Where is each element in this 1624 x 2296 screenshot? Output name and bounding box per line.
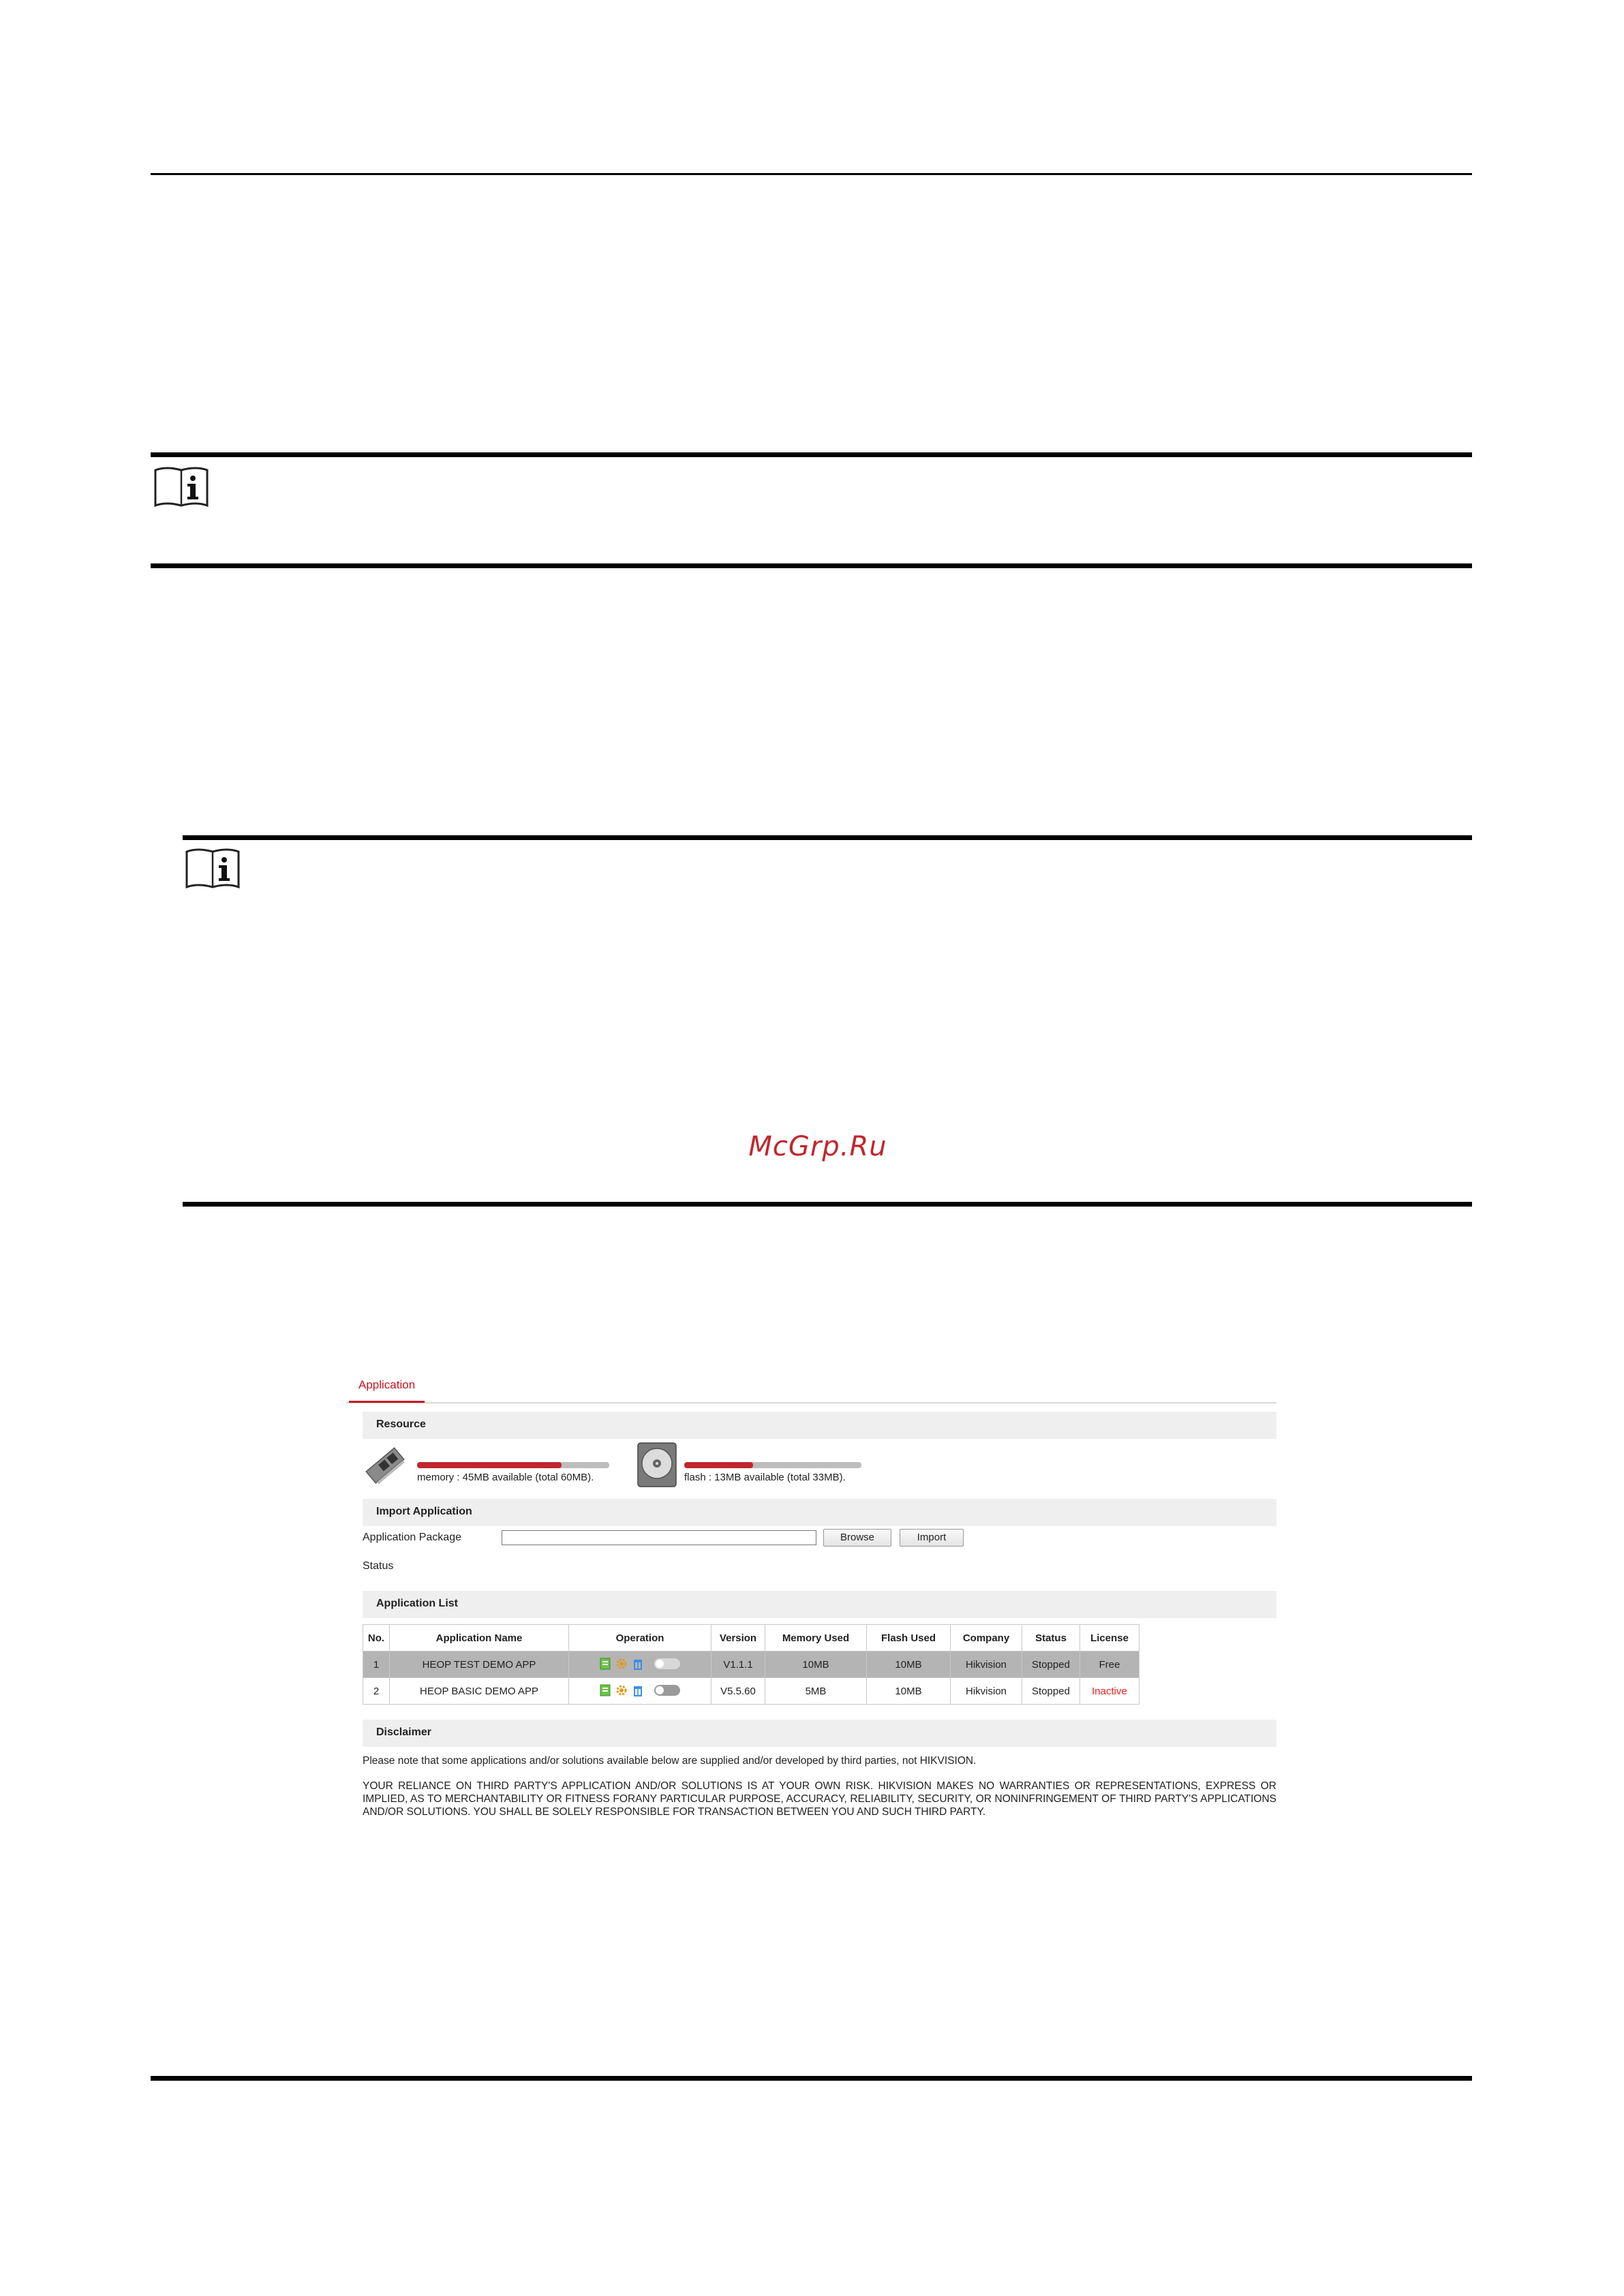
cell-memory: 10MB <box>765 1651 867 1678</box>
table-header-row <box>363 1625 1139 1651</box>
header-status: Status <box>1022 1625 1080 1651</box>
header-rule <box>151 173 1472 175</box>
package-label: Application Package <box>363 1532 461 1543</box>
note-top-rule <box>151 452 1472 457</box>
cell-version: V1.1.1 <box>711 1651 765 1678</box>
app-list-section-header <box>363 1591 1276 1618</box>
disclaimer-note: Please note that some applications and/or solutions available below are supplied and/or developed by third parties, not HIKVISION. <box>363 1755 977 1767</box>
flash-disk-icon <box>637 1442 677 1488</box>
note-top-rule <box>183 835 1472 840</box>
flash-usage-bar <box>684 1462 861 1468</box>
header-license: License <box>1080 1625 1139 1651</box>
application-screenshot <box>346 1369 1276 1833</box>
app-file-icon[interactable] <box>600 1658 611 1670</box>
table-row[interactable] <box>363 1678 1139 1705</box>
cell-name: HEOP TEST DEMO APP <box>390 1651 569 1678</box>
cell-memory: 5MB <box>765 1678 867 1705</box>
note-bottom-rule <box>183 1202 1472 1207</box>
resource-section-header <box>363 1412 1276 1439</box>
browse-button[interactable]: Browse <box>823 1529 891 1547</box>
cell-operation <box>569 1651 711 1678</box>
trash-icon[interactable] <box>632 1684 643 1696</box>
toggle-switch[interactable] <box>654 1658 680 1669</box>
flash-text: flash : 13MB available (total 33MB). <box>684 1472 846 1483</box>
disclaimer-section-header <box>363 1720 1276 1747</box>
cell-license: Free <box>1080 1651 1139 1678</box>
memory-chip-icon <box>363 1443 408 1488</box>
note-book-icon <box>184 848 241 890</box>
header-name: Application Name <box>390 1625 569 1651</box>
application-table <box>363 1624 1139 1705</box>
header-memory-used: Memory Used <box>765 1625 867 1651</box>
section-title: Resource <box>376 1418 426 1430</box>
toggle-switch[interactable] <box>654 1685 680 1696</box>
table-row[interactable] <box>363 1651 1139 1678</box>
header-company: Company <box>951 1625 1022 1651</box>
cell-no: 1 <box>363 1651 390 1678</box>
disclaimer-body: YOUR RELIANCE ON THIRD PARTY'S APPLICATION AND/OR SOLUTIONS IS AT YOUR OWN RISK. HIKVISION MAKES NO WARRANTIES OR REPRESENTATIONS, EXPRESS OR IMPLIED, AS TO MERCHANTABILITY OR FITNESS FORANY PARTICULAR PURPOSE, ACCURACY, RELIABILITY, SECURITY, OR NONINFRINGEMENT OF THIRD PARTY'S APPLICATIONS AND/OR SOLUTIONS. YOU SHALL BE SOLELY RESPONSIBLE FOR TRANSACTION BETWEEN YOU AND SUCH THIRD PARTY. <box>363 1780 1276 1818</box>
cell-name: HEOP BASIC DEMO APP <box>390 1678 569 1705</box>
cell-version: V5.5.60 <box>711 1678 765 1705</box>
header-flash-used: Flash Used <box>867 1625 951 1651</box>
trash-icon[interactable] <box>632 1658 643 1670</box>
cell-license: Inactive <box>1080 1678 1139 1705</box>
section-title: Import Application <box>376 1506 472 1517</box>
header-operation: Operation <box>569 1625 711 1651</box>
gear-icon[interactable] <box>615 1684 628 1697</box>
flash-usage-fill <box>684 1462 753 1468</box>
tab-bar <box>346 1369 1276 1403</box>
cell-flash: 10MB <box>867 1678 951 1705</box>
note-bottom-rule <box>151 563 1472 568</box>
import-button[interactable]: Import <box>900 1529 964 1547</box>
status-label: Status <box>363 1560 394 1572</box>
cell-status: Stopped <box>1022 1678 1080 1705</box>
cell-operation <box>569 1678 711 1705</box>
memory-text: memory : 45MB available (total 60MB). <box>417 1472 594 1483</box>
watermark: McGrp.Ru <box>748 1131 887 1162</box>
package-file-input[interactable] <box>502 1530 816 1545</box>
cell-company: Hikvision <box>951 1651 1022 1678</box>
section-title: Disclaimer <box>376 1726 431 1738</box>
header-no: No. <box>363 1625 390 1651</box>
tab-application[interactable]: Application <box>349 1375 425 1403</box>
app-file-icon[interactable] <box>600 1684 611 1696</box>
section-title: Application List <box>376 1598 458 1609</box>
note-book-icon <box>153 466 210 508</box>
cell-company: Hikvision <box>951 1678 1022 1705</box>
gear-icon[interactable] <box>615 1657 628 1671</box>
memory-usage-fill <box>417 1462 562 1468</box>
cell-status: Stopped <box>1022 1651 1080 1678</box>
cell-no: 2 <box>363 1678 390 1705</box>
memory-usage-bar <box>417 1462 609 1468</box>
header-version: Version <box>711 1625 765 1651</box>
footer-rule <box>151 2076 1472 2081</box>
cell-flash: 10MB <box>867 1651 951 1678</box>
import-section-header <box>363 1499 1276 1526</box>
